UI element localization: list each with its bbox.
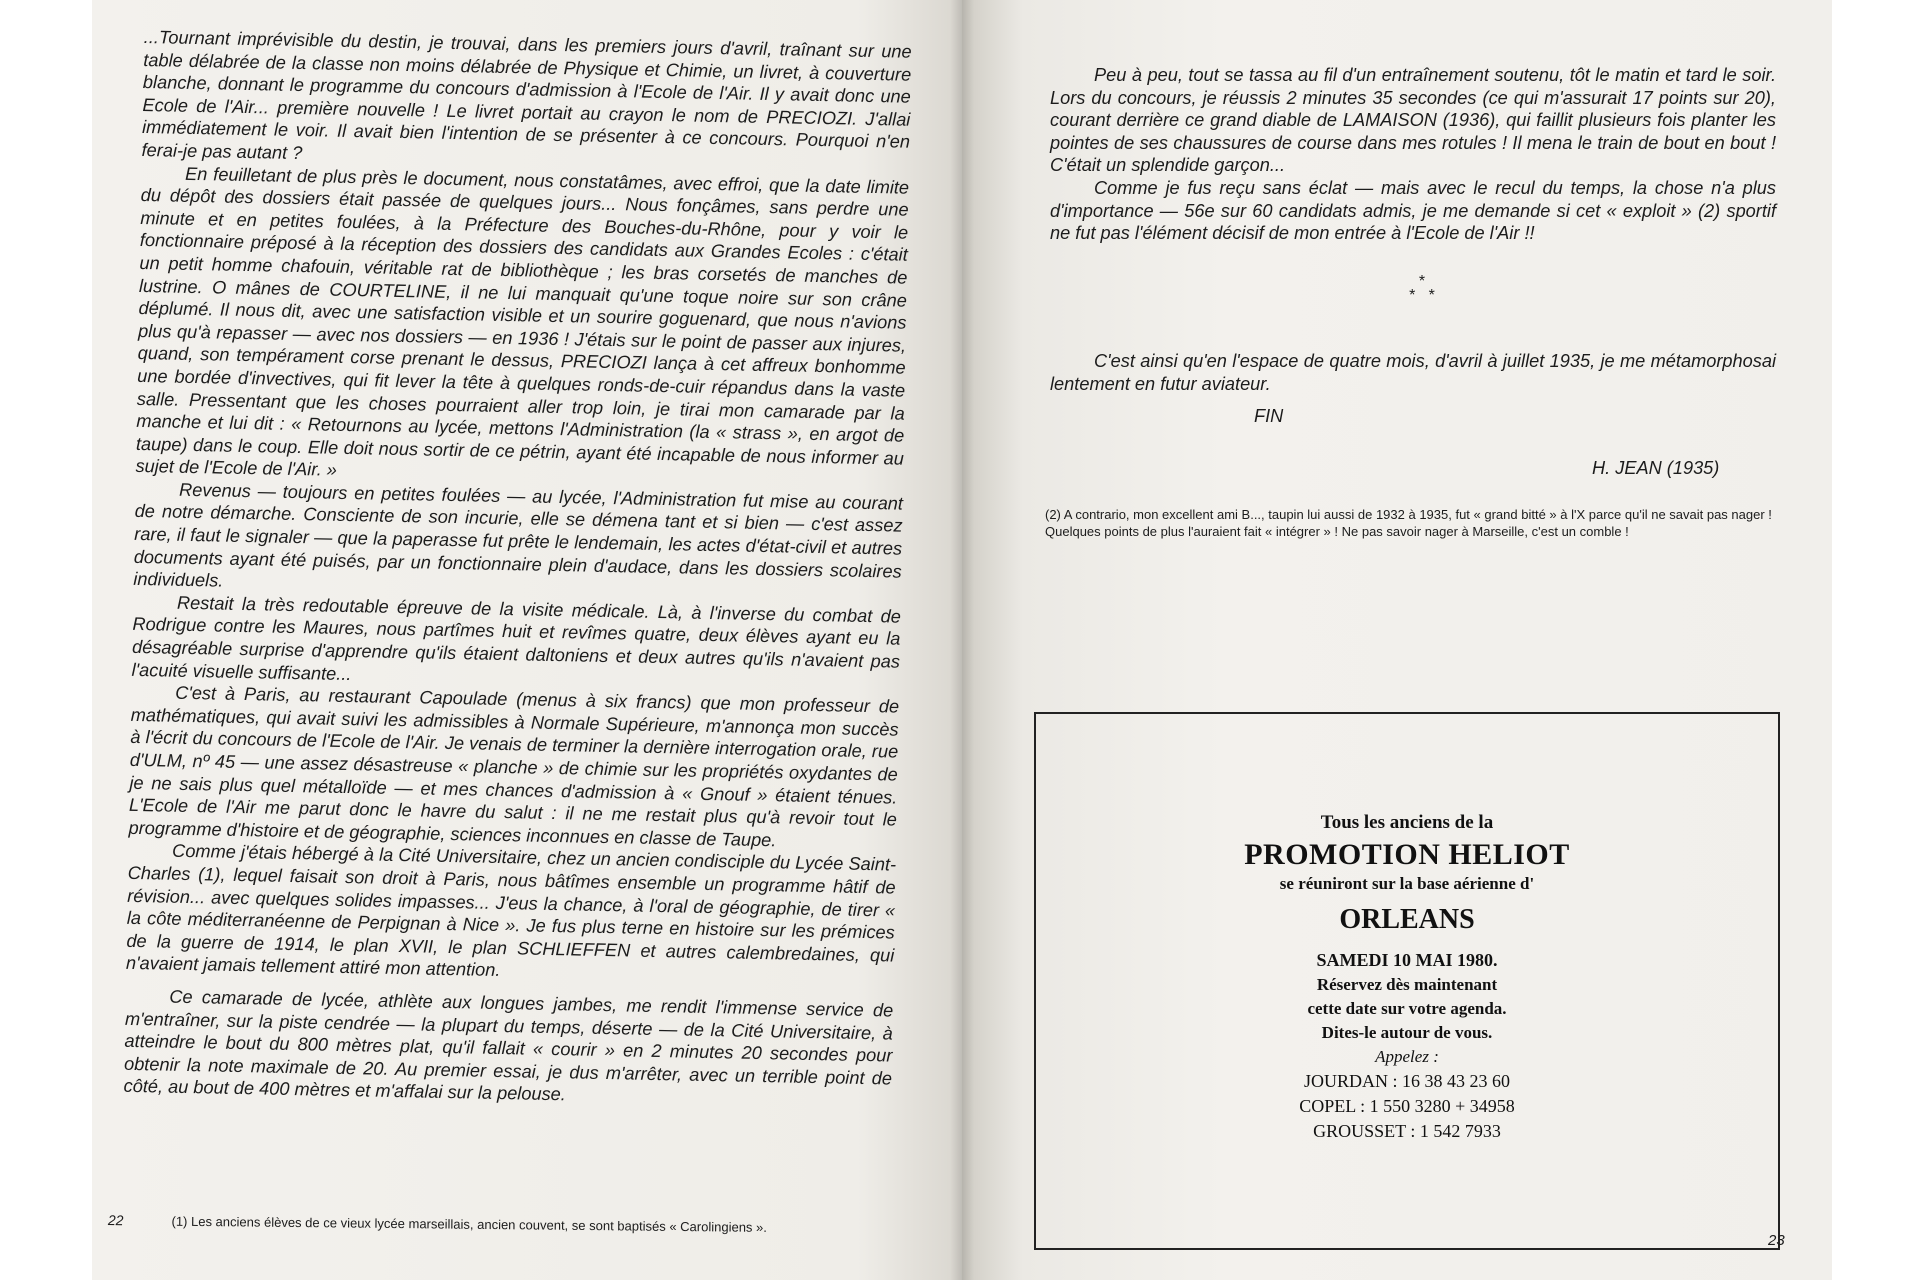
event-date: SAMEDI 10 MAI 1980. — [1316, 950, 1498, 970]
asterism-divider: * * * — [1409, 273, 1435, 304]
paragraph: Ce camarade de lycée, athlète aux longues jambes, me rendit l'immense service de m'entraîner, sur la piste cendrée — la plupart du temps, déserte — de la Cité Universitaire, à atteindre le bout du 800 mètres plat, qu'il fallait « courir » en 2 minutes 20 secondes pour obtenir la note maximale de 20. Au premier essai, je dus m'arrêter, avec un terrible point de côté, au bout de 400 mètres et m'affalai sur la pelouse. — [123, 986, 894, 1105]
announcement-line: se réuniront sur la base aérienne d' — [1279, 874, 1535, 893]
page-number: 23 — [1768, 1232, 1785, 1249]
closing-text — [1050, 350, 1776, 395]
paragraph: C'est à Paris, au restaurant Capoulade (menus à six francs) que mon professeur de mathématiques, qui avait suivi les admissibles à Normale Supérieure, m'annonça mon succès à l'écrit du concours de l'Ecole de l'Air. Je venais de terminer la dernière interrogation orale, rue d'ULM, nº 45 — une assez désastreuse « planche » de chimie sur les propriétés oxydantes de je ne sais plus quel métalloïde — et mes chances d'admission à « Gnouf » étaient ténues. L'Ecole de l'Air me parut donc le havre du salut : il ne me restait plus qu'à revoir tout le programme d'histoire et de géographie, sciences inconnues en classe de Taupe. — [128, 682, 900, 851]
right-page — [962, 0, 1832, 1280]
contact-phone: COPEL : 1 550 3280 + 34958 — [1299, 1096, 1515, 1116]
right-body-text — [1050, 64, 1776, 245]
announcement-line: Tous les anciens de la — [1320, 812, 1494, 833]
paragraph: Comme je fus reçu sans éclat — mais avec le recul du temps, la chose n'a plus d'importance — 56e sur 60 candidats admis, je me demande si cet « exploit » (2) sportif ne fut pas l'élément décisif de mon entrée à l'Ecole de l'Air !! — [1050, 177, 1776, 244]
paragraph: ...Tournant imprévisible du destin, je trouvai, dans les premiers jours d'avril, traînant sur une table délabrée de la classe non moins délabrée de Physique et Chimie, un livret, à couverture blanche, donnant le programme du concours d'admission à l'Ecole de l'Air. Il y avait donc une Ecole de l'Air... première nouvelle ! Le livret portait au crayon le nom de PRECIOZI. J'allai immédiatement le voir. Il avait bien l'intention de se présenter à ce concours. Pourquoi n'en ferai-je pas autant ? — [141, 26, 912, 164]
book-gutter-shadow — [950, 0, 974, 1280]
reunion-announcement-box — [1034, 712, 1780, 1250]
announcement-line: Dites-le autour de vous. — [1321, 1023, 1493, 1042]
paragraph: Peu à peu, tout se tassa au fil d'un entraînement soutenu, tôt le matin et tard le soir. Lors du concours, je réussis 2 minutes 35 secondes (ce qui m'assurait 17 points sur 20), courant derrière ce grand diable de LAMAISON (1936), qui faillit plusieurs fois planter les pointes de ses chaussures de course dans mes rotules ! Il mena le train de bout en bout ! C'était un splendide garçon... — [1050, 65, 1776, 176]
paragraph: C'est ainsi qu'en l'espace de quatre mois, d'avril à juillet 1935, je me métamorphosai lentement en futur aviateur. — [1050, 351, 1776, 394]
announcement-line: cette date sur votre agenda. — [1307, 999, 1507, 1018]
paragraph: Revenus — toujours en petites foulées — au lycée, l'Administration fut mise au courant de notre démarche. Consciente de son incurie, elle se démena tant et si bien — c'est assez rare, il faut le signaler — que la paperasse fut prête le lendemain, les actes d'état-civil et autres documents ayant été puisés, par un fonctionnaire plein d'audace, dans les dossiers scolaires individuels. — [133, 479, 904, 591]
footnote: (2) A contrario, mon excellent ami B..., taupin lui aussi de 1932 à 1935, fut « grand bitté » à l'X parce qu'il ne savait pas nager ! Quelques points de plus l'auraient fait « intégrer » ! Ne pas savoir nager à Marseille, c'est un comble ! — [1045, 507, 1772, 539]
promotion-name: PROMOTION HELIOT — [1244, 838, 1570, 871]
city-name: ORLEANS — [1339, 904, 1475, 935]
paragraph: En feuilletant de plus près le document, nous constatâmes, avec effroi, que la date limite du dépôt des dossiers était passée de quelques jours... Nous fonçâmes, sans perdre une minute et en petites foulées, à la Préfecture des Bouches-du-Rhône, pour y voir le fonctionnaire préposé à la réception des dossiers des candidats aux Grandes Ecoles : c'était un petit homme chafouin, véritable rat de bibliothèque ; les bras corsetés de manches de lustrine. O mânes de COURTELINE, il ne lui manquait qu'une toque noire sur son crâne déplumé. Il nous dit, avec une satisfaction visible et un sourire goguenard, que nous n'avions plus qu'à repasser — avec nos dossiers — en 1936 ! J'étais sur le point de passer aux injures, quand, son tempérament corse prenant le dessus, PRECIOZI lança à cet affreux bonhomme une bordée d'invectives, qui fit lever la tête à quelques ronds-de-cuir répandus dans la vaste salle. Pressentant que les choses pourraient aller trop loin, je tirai mon camarade par la manche et lui dit : « Retournons au lycée, mettons l'Administration (la « strass », en argot de taupe) dans le coup. Elle doit nous sortir de ce pétrin, ayant été incapable de nous informer au sujet de l'Ecole de l'Air. » — [135, 163, 910, 481]
fin-label: FIN — [1254, 406, 1284, 426]
contact-phone: GROUSSET : 1 542 7933 — [1313, 1121, 1501, 1141]
page-number: 22 — [107, 1212, 124, 1229]
contact-phone: JOURDAN : 16 38 43 23 60 — [1303, 1071, 1510, 1091]
paragraph: Comme j'étais hébergé à la Cité Universitaire, chez un ancien condisciple du Lycée Saint-Charles (1), lequel faisait son droit à Paris, nous bâtîmes ensemble un programme hâtif de révision... avec quelques solides impasses... J'eus la chance, à l'oral de géographie, de tirer « la côte méditerranéenne de Perpignan à Nice ». Je fus plus terne en histoire sur les prémices de la guerre de 1914, le plan XVII, le plan SCHLIEFFEN et autres calembredaines, qui n'avaient jamais tellement attiré mon attention. — [125, 841, 897, 981]
paragraph: Restait la très redoutable épreuve de la visite médicale. Là, à l'inverse du combat de Rodrigue contre les Maures, nous partîmes huit et revîmes quatre, deux élèves ayant eu la désagréable surprise d'apprendre qu'ils étaient daltoniens et deux autres qu'ils n'avaient pas l'acuité visuelle suffisante... — [131, 592, 901, 684]
left-body-text — [123, 26, 911, 1112]
book-spread — [92, 0, 1832, 1280]
call-label: Appelez : — [1375, 1047, 1439, 1066]
announcement-line: Réservez dès maintenant — [1316, 975, 1498, 994]
footnote: (1) Les anciens élèves de ce vieux lycée marseillais, ancien couvent, se sont baptisés « Carolingiens ». — [171, 1213, 768, 1235]
left-footer — [108, 1212, 928, 1237]
author-signature: H. JEAN (1935) — [1592, 458, 1720, 478]
left-page — [92, 0, 962, 1280]
